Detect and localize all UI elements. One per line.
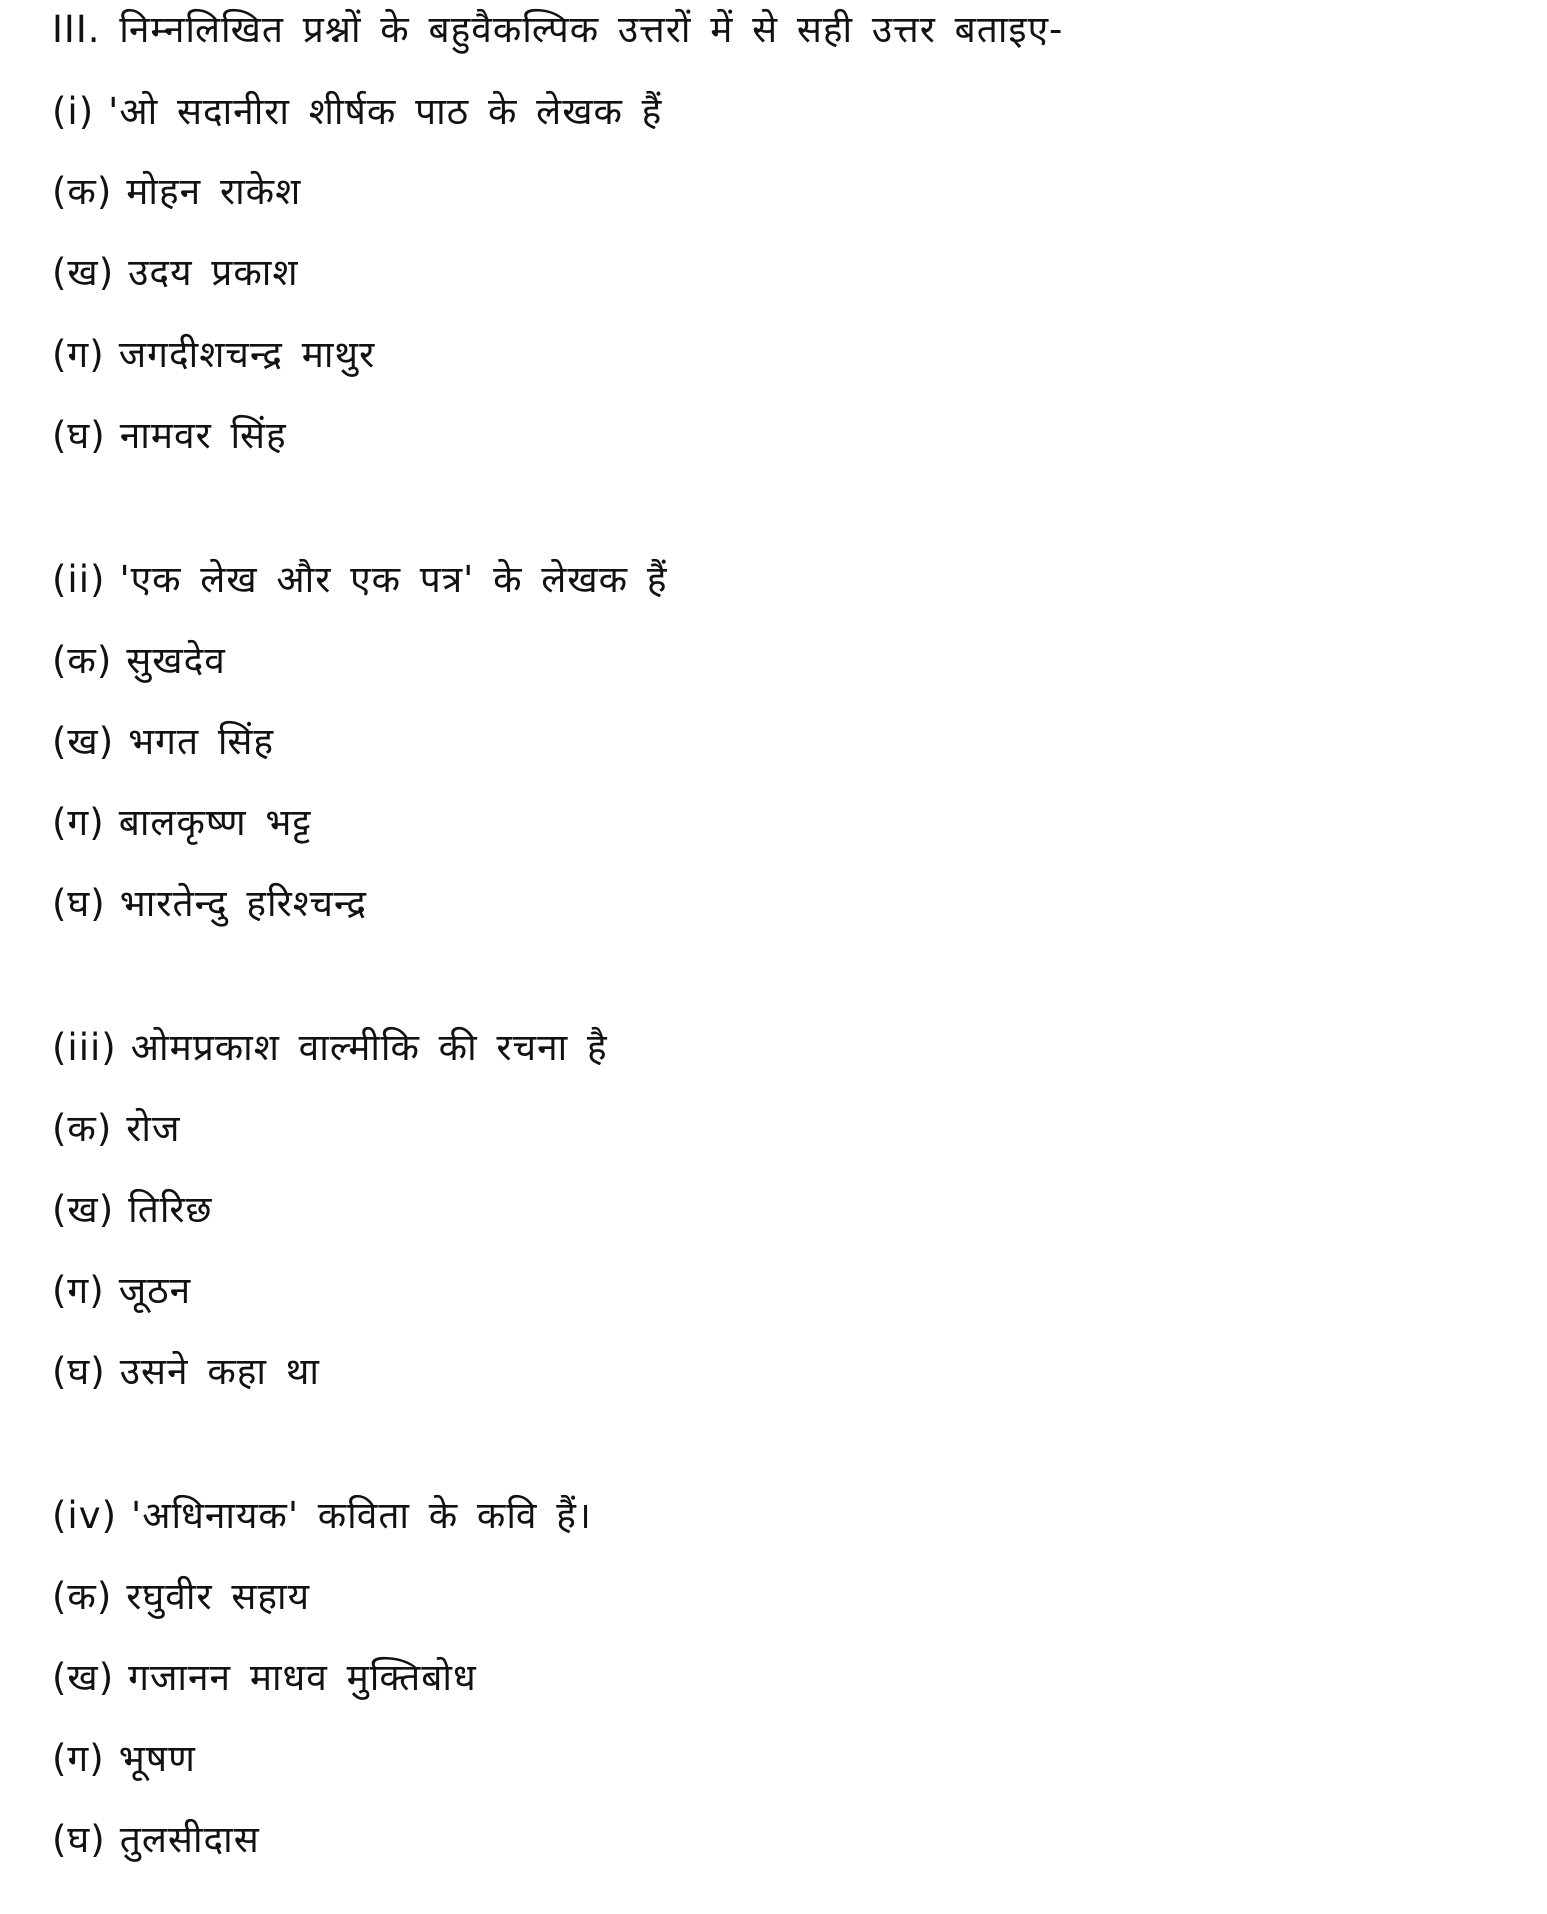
question-text: 'अधिनायक' कविता के कवि हैं।	[131, 1494, 592, 1537]
q1-option-gha	[52, 412, 287, 460]
question-3	[52, 1024, 608, 1072]
option-text: रघुवीर सहाय	[126, 1575, 311, 1618]
option-marker: (ग)	[52, 333, 105, 376]
question-number: (i)	[52, 90, 95, 133]
q3-option-ga	[52, 1267, 191, 1315]
q4-option-kha	[52, 1654, 477, 1702]
question-text: ओमप्रकाश वाल्मीकि की रचना है	[130, 1026, 608, 1069]
option-text: सुखदेव	[126, 639, 226, 682]
option-text: नामवर सिंह	[119, 414, 287, 457]
q1-option-ka	[52, 168, 301, 216]
option-marker: (ग)	[52, 1737, 105, 1780]
question-number: (ii)	[52, 558, 106, 601]
q3-option-kha	[52, 1186, 212, 1234]
option-text: भूषण	[118, 1737, 196, 1780]
question-2	[52, 556, 667, 604]
option-marker: (घ)	[52, 414, 106, 457]
option-marker: (क)	[52, 1575, 113, 1618]
option-text: तिरिछ	[128, 1188, 213, 1231]
option-marker: (क)	[52, 1107, 113, 1150]
option-marker: (ख)	[52, 1188, 115, 1231]
question-text: 'ओ सदानीरा शीर्षक पाठ के लेखक हैं	[108, 90, 663, 133]
option-marker: (क)	[52, 639, 113, 682]
option-marker: (ख)	[52, 720, 115, 763]
q4-option-ka	[52, 1573, 310, 1621]
q3-option-gha	[52, 1348, 320, 1396]
q2-option-gha	[52, 880, 367, 928]
q2-option-ka	[52, 637, 226, 685]
option-marker: (क)	[52, 170, 113, 213]
option-text: मोहन राकेश	[126, 170, 302, 213]
option-marker: (ग)	[52, 1269, 105, 1312]
question-1	[52, 88, 662, 136]
q4-option-ga	[52, 1735, 196, 1783]
option-text: उदय प्रकाश	[128, 251, 299, 294]
option-marker: (घ)	[52, 1818, 106, 1861]
option-text: तुलसीदास	[119, 1818, 260, 1861]
option-marker: (ख)	[52, 251, 115, 294]
option-text: भगत सिंह	[128, 720, 275, 763]
option-marker: (ख)	[52, 1656, 115, 1699]
q2-option-ga	[52, 799, 311, 847]
option-marker: (घ)	[52, 1350, 106, 1393]
question-4	[52, 1492, 592, 1540]
option-text: रोज	[126, 1107, 181, 1150]
option-text: जूठन	[118, 1269, 192, 1312]
question-text: 'एक लेख और एक पत्र' के लेखक हैं	[119, 558, 668, 601]
option-text: उसने कहा था	[119, 1350, 320, 1393]
q2-option-kha	[52, 718, 274, 766]
option-marker: (ग)	[52, 801, 105, 844]
question-number: (iv)	[52, 1494, 118, 1537]
section-header: III. निम्नलिखित प्रश्नों के बहुवैकल्पिक उत्तरों में से सही उत्तर बताइए-	[52, 8, 1064, 51]
q1-option-kha	[52, 249, 299, 297]
option-text: भारतेन्दु हरिश्चन्द्र	[119, 882, 368, 925]
option-text: बालकृष्ण भट्ट	[118, 801, 312, 844]
option-marker: (घ)	[52, 882, 106, 925]
option-text: गजानन माधव मुक्तिबोध	[128, 1656, 477, 1699]
q4-option-gha	[52, 1816, 260, 1864]
question-number: (iii)	[52, 1026, 117, 1069]
q1-option-ga	[52, 331, 375, 379]
q3-option-ka	[52, 1105, 180, 1153]
option-text: जगदीशचन्द्र माथुर	[118, 333, 376, 376]
